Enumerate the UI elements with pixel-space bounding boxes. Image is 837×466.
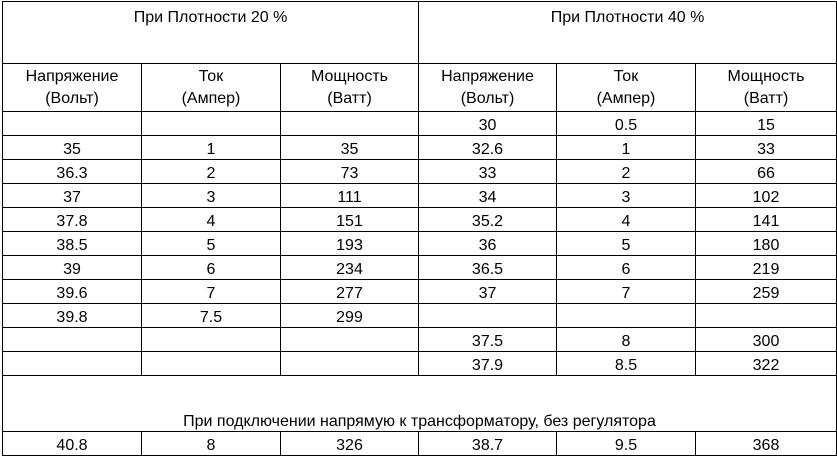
header-power-20: Мощность (Ватт) <box>281 64 419 112</box>
section-title-row <box>3 2 837 64</box>
section-title-40: При Плотности 40 % <box>419 2 837 64</box>
section-title-20: При Плотности 20 % <box>3 2 419 64</box>
cell-current-40: 2 <box>557 160 696 184</box>
note-row <box>3 376 837 432</box>
cell-power-40 <box>696 304 837 328</box>
cell-current-40: 7 <box>557 280 696 304</box>
table-row <box>3 352 837 376</box>
cell-power-40: 33 <box>696 136 837 160</box>
transformer-note: При подключении напрямую к трансформатору, без регулятора <box>3 376 837 432</box>
cell-power-40: 66 <box>696 160 837 184</box>
cell-power-20 <box>281 112 419 136</box>
cell-power-40: 259 <box>696 280 837 304</box>
cell-current-40 <box>557 304 696 328</box>
cell-current-20 <box>142 328 281 352</box>
cell-voltage-20: 39 <box>3 256 142 280</box>
cell-power-40: 219 <box>696 256 837 280</box>
cell-voltage-20: 39.6 <box>3 280 142 304</box>
cell-current-40: 8 <box>557 328 696 352</box>
cell-power-40: 368 <box>696 432 837 456</box>
cell-voltage-40: 38.7 <box>419 432 557 456</box>
cell-voltage-40: 36.5 <box>419 256 557 280</box>
cell-power-20: 193 <box>281 232 419 256</box>
cell-voltage-40: 36 <box>419 232 557 256</box>
cell-voltage-20: 35 <box>3 136 142 160</box>
cell-current-20: 4 <box>142 208 281 232</box>
cell-voltage-20: 38.5 <box>3 232 142 256</box>
cell-current-20: 7.5 <box>142 304 281 328</box>
cell-voltage-40: 37.5 <box>419 328 557 352</box>
cell-current-40: 6 <box>557 256 696 280</box>
cell-power-20 <box>281 352 419 376</box>
cell-voltage-40: 37.9 <box>419 352 557 376</box>
cell-voltage-20: 40.8 <box>3 432 142 456</box>
cell-current-40: 0.5 <box>557 112 696 136</box>
cell-power-40: 300 <box>696 328 837 352</box>
cell-current-20: 1 <box>142 136 281 160</box>
cell-power-40: 141 <box>696 208 837 232</box>
cell-voltage-40: 33 <box>419 160 557 184</box>
header-voltage-40: Напряжение (Вольт) <box>419 64 557 112</box>
cell-current-40: 9.5 <box>557 432 696 456</box>
table-row <box>3 232 837 256</box>
cell-current-40: 8.5 <box>557 352 696 376</box>
cell-power-20: 35 <box>281 136 419 160</box>
cell-voltage-20 <box>3 352 142 376</box>
cell-power-40: 15 <box>696 112 837 136</box>
cell-power-20: 234 <box>281 256 419 280</box>
measurement-table <box>2 1 837 456</box>
table-row <box>3 208 837 232</box>
cell-voltage-40: 37 <box>419 280 557 304</box>
cell-power-20: 73 <box>281 160 419 184</box>
header-current-20: Ток (Ампер) <box>142 64 281 112</box>
cell-current-20: 2 <box>142 160 281 184</box>
cell-power-20: 277 <box>281 280 419 304</box>
cell-power-40: 322 <box>696 352 837 376</box>
header-current-40: Ток (Ампер) <box>557 64 696 112</box>
cell-voltage-20 <box>3 112 142 136</box>
table-row <box>3 136 837 160</box>
cell-power-40: 180 <box>696 232 837 256</box>
header-voltage-20: Напряжение (Вольт) <box>3 64 142 112</box>
cell-current-20: 7 <box>142 280 281 304</box>
cell-current-20: 5 <box>142 232 281 256</box>
cell-voltage-20: 37 <box>3 184 142 208</box>
cell-current-20: 6 <box>142 256 281 280</box>
cell-voltage-20 <box>3 328 142 352</box>
cell-current-40: 4 <box>557 208 696 232</box>
cell-voltage-20: 39.8 <box>3 304 142 328</box>
table-row <box>3 304 837 328</box>
cell-current-20 <box>142 112 281 136</box>
cell-current-40: 3 <box>557 184 696 208</box>
table-row <box>3 112 837 136</box>
cell-voltage-40 <box>419 304 557 328</box>
table-row <box>3 280 837 304</box>
table-row <box>3 432 837 456</box>
cell-power-20 <box>281 328 419 352</box>
column-header-row <box>3 64 837 112</box>
cell-voltage-40: 32.6 <box>419 136 557 160</box>
cell-current-20: 8 <box>142 432 281 456</box>
cell-power-20: 299 <box>281 304 419 328</box>
cell-voltage-40: 35.2 <box>419 208 557 232</box>
cell-voltage-40: 30 <box>419 112 557 136</box>
header-power-40: Мощность (Ватт) <box>696 64 837 112</box>
cell-voltage-20: 36.3 <box>3 160 142 184</box>
table-row <box>3 184 837 208</box>
table-row <box>3 160 837 184</box>
cell-current-20: 3 <box>142 184 281 208</box>
table-row <box>3 256 837 280</box>
cell-power-40: 102 <box>696 184 837 208</box>
cell-voltage-20: 37.8 <box>3 208 142 232</box>
cell-power-20: 326 <box>281 432 419 456</box>
cell-voltage-40: 34 <box>419 184 557 208</box>
cell-power-20: 111 <box>281 184 419 208</box>
cell-current-40: 1 <box>557 136 696 160</box>
cell-power-20: 151 <box>281 208 419 232</box>
cell-current-20 <box>142 352 281 376</box>
cell-current-40: 5 <box>557 232 696 256</box>
table-row <box>3 328 837 352</box>
